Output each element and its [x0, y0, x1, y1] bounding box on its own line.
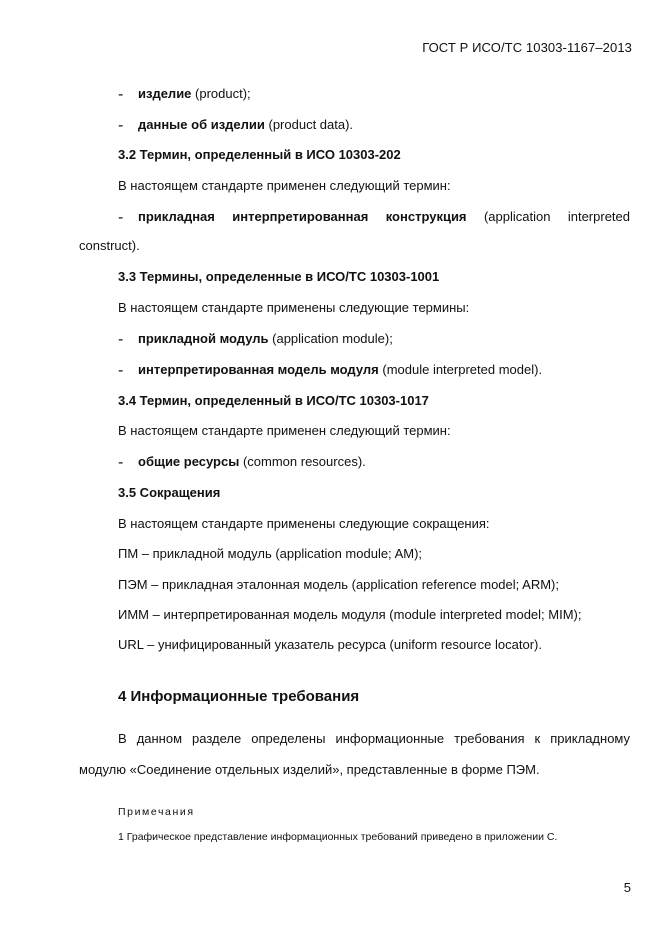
section-heading-3-5: 3.5 Сокращения: [118, 485, 221, 500]
abbreviation-item: ПМ – прикладной модуль (application module; AM);: [118, 546, 423, 561]
section-intro-3-3: В настоящем стандарте применены следующие термины:: [118, 300, 470, 315]
abbreviation-item: ПЭМ – прикладная эталонная модель (application reference model; ARM);: [118, 577, 559, 592]
section-heading-3-4: 3.4 Термин, определенный в ИСО/ТС 10303-1017: [118, 393, 429, 408]
list-item: [0, 454, 661, 472]
term-word: конструкция: [385, 209, 467, 224]
notes-title: Примечания: [118, 806, 195, 818]
section-intro-3-2: В настоящем стандарте применен следующий термин:: [118, 178, 451, 193]
section-heading-3-3: 3.3 Термины, определенные в ИСО/ТС 10303-1001: [118, 269, 440, 284]
term-translation: (module interpreted model).: [378, 362, 543, 377]
term: прикладной модуль: [138, 331, 269, 346]
term: общие ресурсы: [138, 454, 240, 469]
section-heading-3-2: 3.2 Термин, определенный в ИСО 10303-202: [118, 147, 401, 162]
list-item: [0, 209, 661, 227]
section-intro-3-4: В настоящем стандарте применен следующий термин:: [118, 423, 451, 438]
list-dash: -: [118, 331, 124, 348]
list-dash: -: [118, 362, 124, 379]
term-wrap-line: construct).: [79, 238, 140, 253]
list-dash: -: [118, 86, 124, 103]
section-4-paragraph-line2: модулю «Соединение отдельных изделий», представленные в форме ПЭМ.: [79, 762, 540, 777]
term: интерпретированная модель модуля: [138, 362, 379, 377]
list-dash: -: [118, 454, 124, 471]
note-item: 1 Графическое представление информационных требований приведено в приложении С.: [118, 831, 558, 843]
abbreviation-item: ИММ – интерпретированная модель модуля (module interpreted model; MIM);: [118, 607, 582, 622]
list-item: [0, 362, 661, 380]
list-item: [0, 331, 661, 349]
term-word: интерпретированная: [232, 209, 369, 224]
section-4-paragraph-line1: В данном разделе определены информационные требования к прикладному: [118, 731, 631, 746]
term-translation: (product data).: [264, 117, 354, 132]
term-translation: (common resources).: [239, 454, 366, 469]
page-number: 5: [623, 880, 631, 895]
term: данные об изделии: [138, 117, 265, 132]
term-translation: (product);: [191, 86, 251, 101]
translation-word: interpreted: [567, 209, 630, 224]
document-code: ГОСТ Р ИСО/ТС 10303-1167–2013: [422, 40, 632, 55]
abbreviation-item: URL – унифицированный указатель ресурса (uniform resource locator).: [118, 637, 542, 652]
list-dash: -: [118, 209, 124, 226]
list-item: [0, 86, 661, 104]
list-dash: -: [118, 117, 124, 134]
term-translation: (application module);: [268, 331, 393, 346]
term: изделие: [138, 86, 192, 101]
translation-word: (application: [483, 209, 551, 224]
section-heading-4: 4 Информационные требования: [118, 688, 360, 705]
term-word: прикладная: [138, 209, 215, 224]
section-intro-3-5: В настоящем стандарте применены следующие сокращения:: [118, 516, 490, 531]
list-item: [0, 117, 661, 135]
